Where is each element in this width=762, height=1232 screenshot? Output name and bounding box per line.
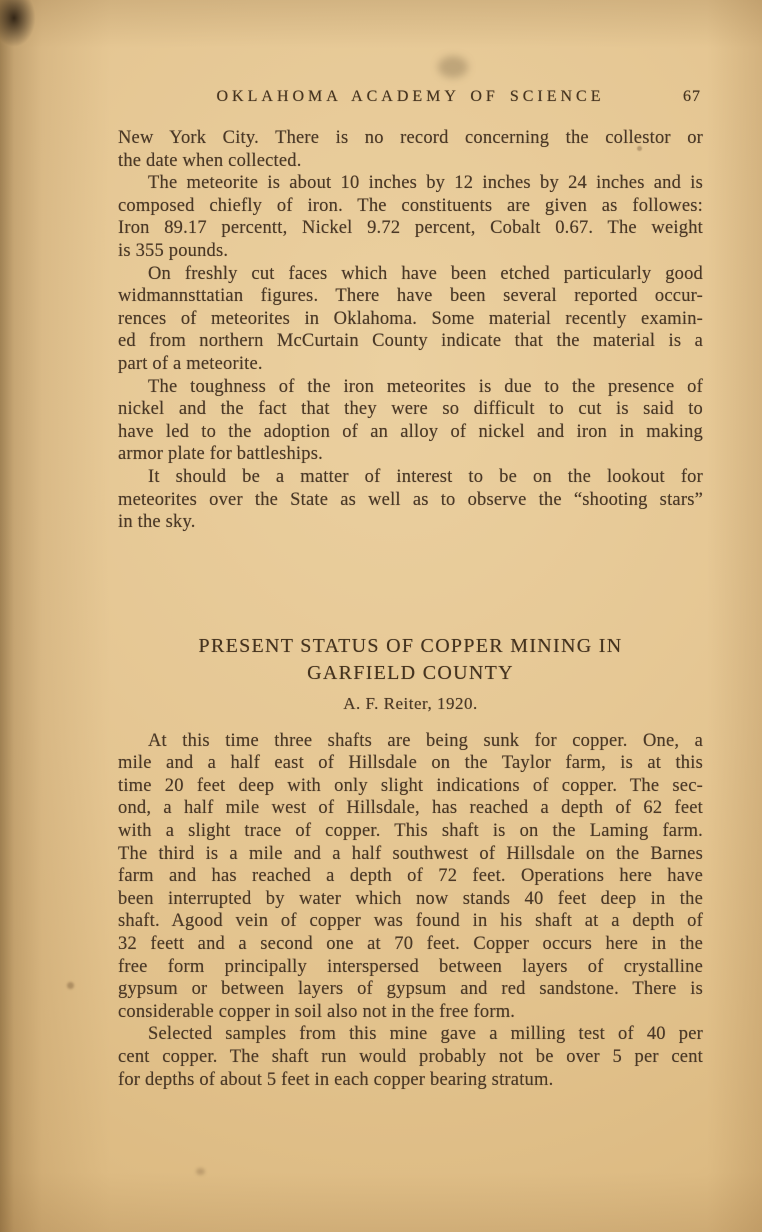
byline [118, 693, 703, 715]
text-line: the date when collected. [118, 150, 302, 171]
text-line: ed from northern McCurtain County indicate that the material is a [118, 331, 703, 352]
paragraph [118, 1023, 703, 1091]
page-number: 67 [683, 88, 701, 105]
top-edge-shadow [0, 0, 762, 48]
text-line: 32 feett and a second one at 70 feet. Copper occurs here in the [118, 934, 703, 955]
running-title: OKLAHOMA ACADEMY OF SCIENCE [216, 88, 605, 105]
bottom-edge-shadow [0, 1172, 762, 1232]
text-line: widmannsttatian figures. There have been several reported occur- [118, 286, 703, 307]
text-line: farm and has reached a depth of 72 feet. Operations here have [118, 866, 703, 887]
scan-speck [67, 982, 74, 989]
section-heading [118, 633, 703, 687]
text-line: Selected samples from this mine gave a milling test of 40 per [148, 1024, 703, 1045]
text-line: armor plate for battleships. [118, 444, 323, 465]
text-line: ond, a half mile west of Hillsdale, has reached a depth of 62 feet [118, 798, 703, 819]
paragraph [118, 172, 703, 262]
corner-shadow [0, 0, 44, 58]
text-line: considerable copper in soil also not in the free form. [118, 1001, 516, 1022]
text-line: composed chiefly of iron. The constituents are given as followes: [118, 195, 703, 216]
text-line: It should be a matter of interest to be on the lookout for [148, 466, 703, 487]
text-line: time 20 feet deep with only slight indications of copper. The sec- [118, 775, 703, 796]
text-line: The third is a mile and a half southwest of Hillsdale on the Barnes [118, 843, 703, 864]
text-line: mile and a half east of Hillsdale on the Taylor farm, is at this [118, 753, 703, 774]
text-line: Iron 89.17 percentt, Nickel 9.72 percent, Cobalt 0.67. The weight [118, 218, 703, 239]
paragraph [118, 466, 703, 534]
text-line: free form principally interspersed between layers of crystalline [118, 956, 703, 977]
text-line: with a slight trace of copper. This shaft is on the Laming farm. [118, 821, 703, 842]
scan-speck [196, 1168, 205, 1175]
text-line: The toughness of the iron meteorites is due to the presence of [148, 376, 703, 397]
text-line: have led to the adoption of an alloy of nickel and iron in making [118, 421, 703, 442]
text-line: On freshly cut faces which have been etched particularly good [148, 263, 703, 284]
text-line: shaft. Agood vein of copper was found in his shaft at a depth of [118, 911, 703, 932]
text-line: for depths of about 5 feet in each copper bearing stratum. [118, 1069, 554, 1090]
text-line: GARFIELD COUNTY [307, 661, 514, 684]
paragraph [118, 376, 703, 466]
text-line: gypsum or between layers of gypsum and red sandstone. There is [118, 979, 703, 1000]
text-line: New York City. There is no record concerning the collestor or [118, 128, 703, 148]
scan-smudge [438, 56, 468, 78]
gutter-shadow [0, 0, 110, 1232]
text-line: meteorites over the State as well as to observe the “shooting stars” [118, 489, 703, 510]
text-column [118, 88, 703, 1091]
text-line: part of a meteorite. [118, 353, 263, 374]
paragraph [118, 127, 703, 172]
text-line: The meteorite is about 10 inches by 12 inches by 24 inches and is [148, 173, 703, 194]
text-line: A. F. Reiter, 1920. [343, 693, 478, 713]
page-body [118, 127, 703, 1091]
right-edge-shadow [707, 0, 762, 1232]
text-line: rences of meteorites in Oklahoma. Some material recently examin- [118, 308, 703, 329]
text-line: PRESENT STATUS OF COPPER MINING IN [198, 634, 623, 657]
text-line: cent copper. The shaft run would probably not be over 5 per cent [118, 1047, 703, 1067]
paragraph [118, 263, 703, 376]
text-line: in the sky. [118, 512, 196, 533]
page-header [118, 88, 703, 108]
text-line: been interrupted by water which now stands 40 feet deep in the [118, 888, 703, 909]
text-line: is 355 pounds. [118, 240, 229, 261]
paragraph [118, 730, 703, 1024]
text-line: At this time three shafts are being sunk for copper. One, a [148, 730, 703, 751]
text-line: nickel and the fact that they were so difficult to cut is said to [118, 399, 703, 420]
